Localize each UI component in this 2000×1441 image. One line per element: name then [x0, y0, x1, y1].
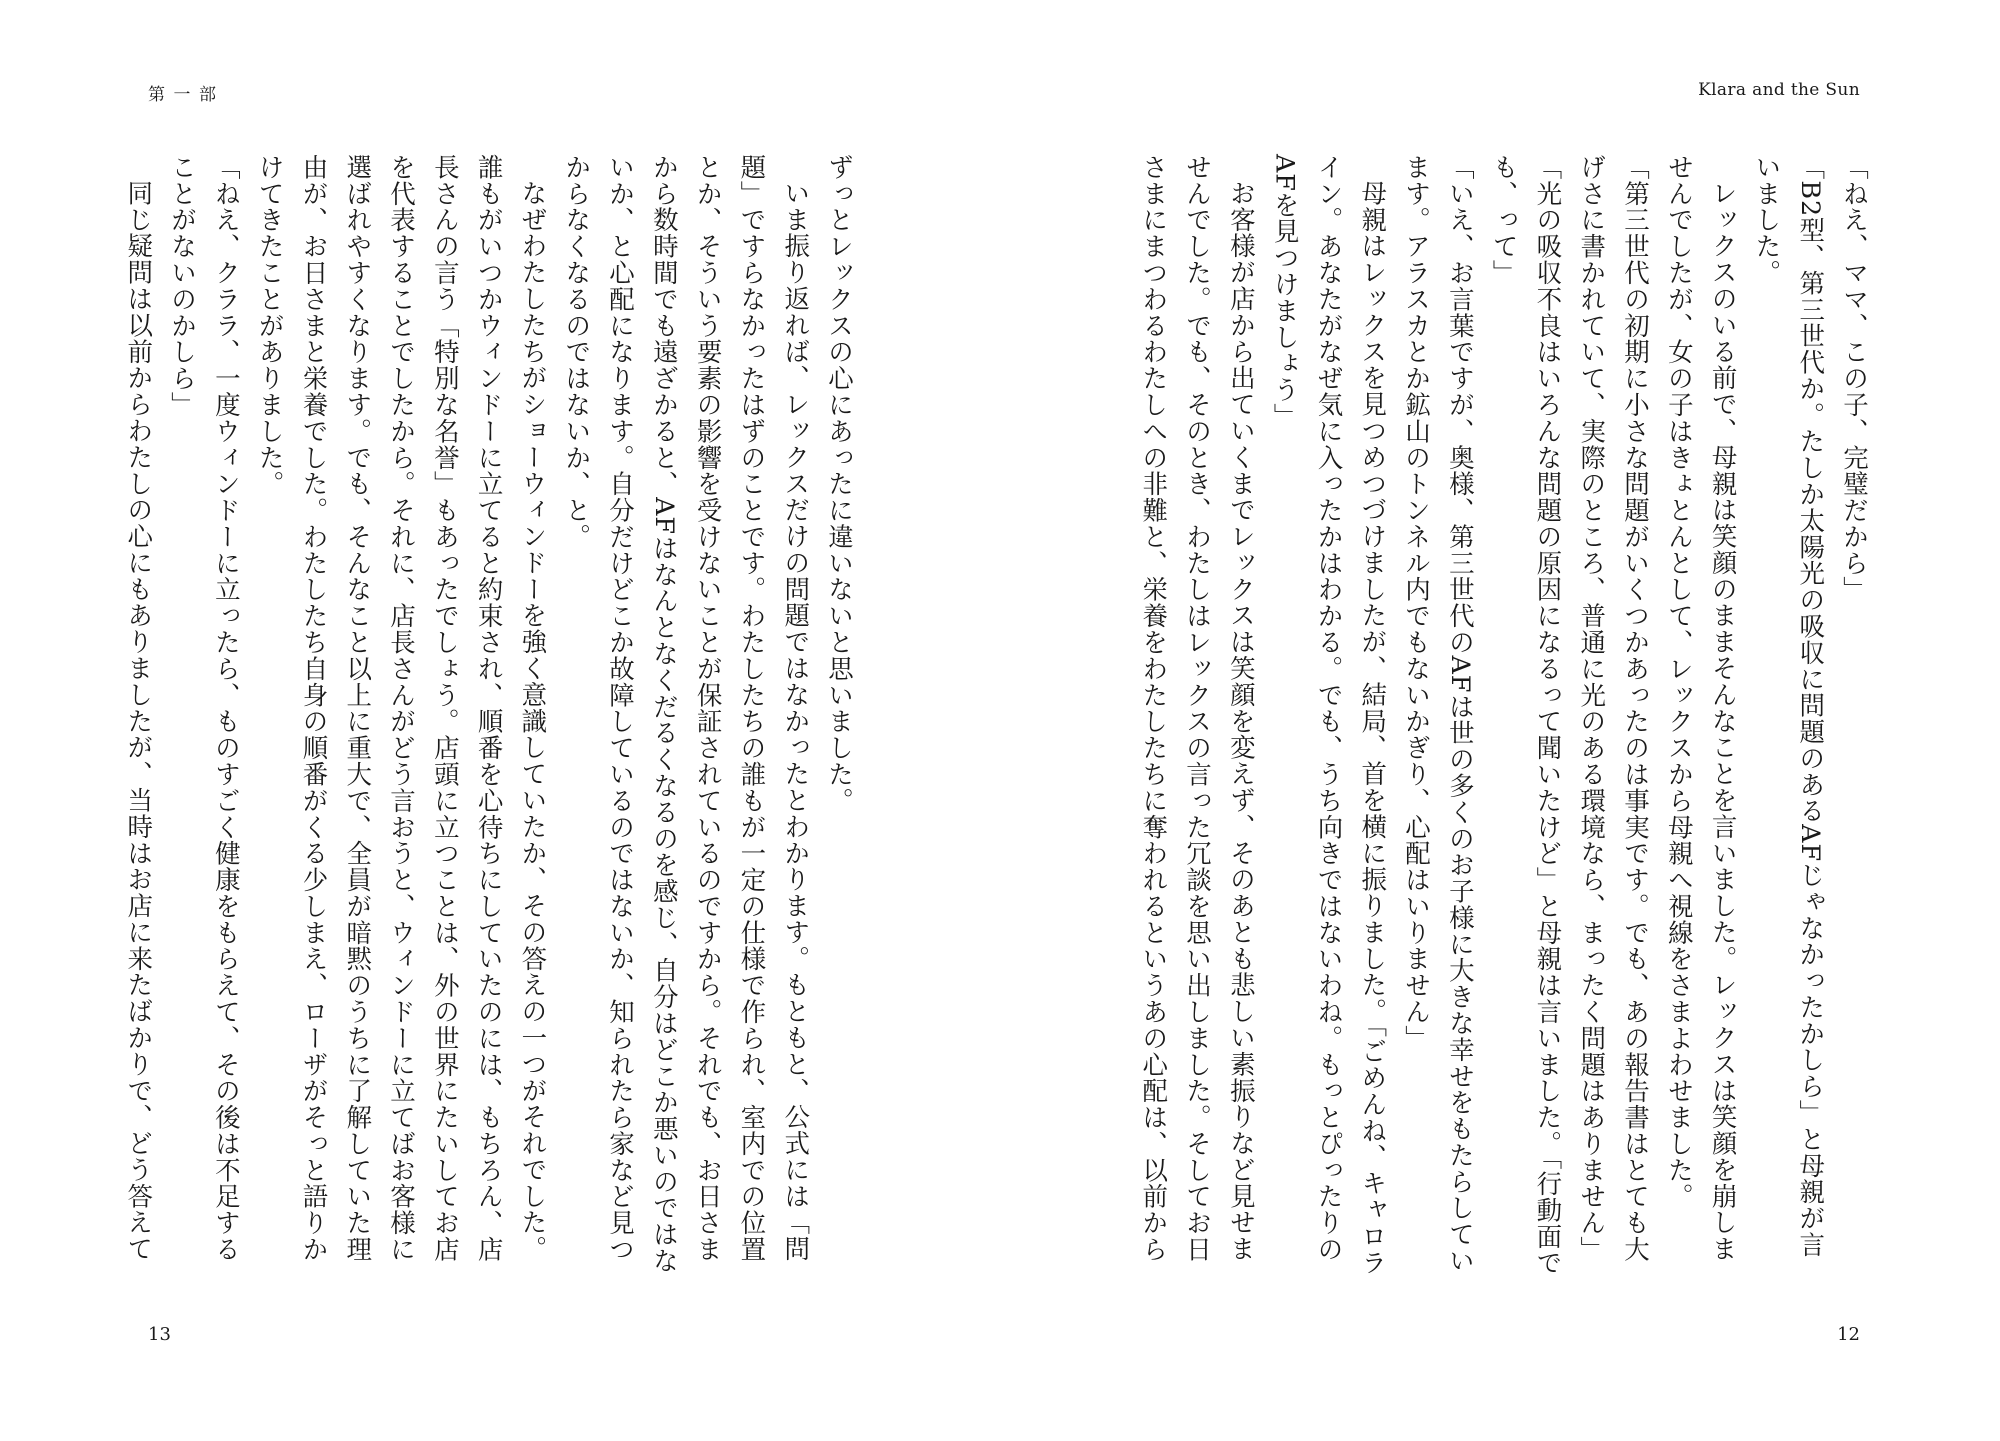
- paragraph: なぜわたしたちがショーウィンドーを強く意識していたか、その答えの一つがそれでした。誰もがいつかウィンドーに立てると約束され、順番を心待ちにしていたのには、もちろん、店長さんの言う「特別な名誉」もあったでしょう。店頭に立つことは、外の世界にたいしてお店を代表することでしたから。それに、店長さんがどう言おうと、ウィンドーに立てばお客様に選ばれやすくなります。でも、そんなこと以上に重大で、全員が暗黙のうちに了解していた理由が、お日さまと栄養でした。わたしたち自身の順番がくる少しまえ、ローザがそっと語りかけてきたことがありました。: [254, 154, 548, 1263]
- paragraph: お客様が店から出ていくまでレックスは笑顔を変えず、そのあとも悲しい素振りなど見せませんでした。でも、そのとき、わたしはレックスの言った冗談を思い出しました。そしてお日さまにまつわるわたしへの非難と、栄養をわたしたちに奪われるというあの心配は、以前から: [1138, 154, 1256, 1263]
- paragraph: 同じ疑問は以前からわたしの心にもありましたが、当時はお店に来たばかりで、どう答えて: [123, 179, 154, 1262]
- running-head-part: 第一部: [148, 85, 225, 105]
- paragraph: 母親はレックスを見つめつづけましたが、結局、首を横に振りました。「ごめんね、キャロライン。あなたがなぜ気に入ったかはわかる。でも、うち向きではないわね。もっとぴったりのAFを見つけましょう」: [1269, 154, 1388, 1276]
- page-number: 13: [148, 1324, 171, 1345]
- running-head-title: Klara and the Sun: [1698, 80, 1860, 100]
- paragraph: レックスのいる前で、母親は笑顔のままそんなことを言いました。レックスは笑顔を崩しませんでしたが、女の子はきょとんとして、レックスから母親へ視線をさまよわせました。: [1663, 154, 1738, 1262]
- right-page-text: [1130, 154, 1875, 1284]
- page-number: 12: [1837, 1324, 1860, 1345]
- paragraph: ずっとレックスの心にあったに違いないと思いました。: [824, 154, 854, 814]
- paragraph: 「光の吸収不良はいろんな問題の原因になるって聞いたけど」と母親は言いました。「行動面でも、って」: [1488, 154, 1563, 1277]
- paragraph: 「いえ、お言葉ですが、奥様、第三世代のAFは世の多くのお子様に大きな幸せをもたらしています。アラスカとか鉱山のトンネル内でもないかぎり、心配はいりません」: [1401, 154, 1475, 1274]
- paragraph: 「ねえ、クララ、一度ウィンドーに立ったら、ものすごく健康をもらえて、その後は不足することがないのかしら」: [167, 154, 241, 1263]
- right-page: [1000, 0, 2000, 1441]
- paragraph: いま振り返れば、レックスだけの問題ではなかったとわかります。もともと、公式には「問題」ですらなかったはずのことです。わたしたちの誰もが一定の仕様で作られ、室内での位置とか、そういう要素の影響を受けないことが保証されているのですから。それでも、お日さまから数時間でも遠ざかると、AFはなんとなくだるくなるのを感じ、自分はどこか悪いのではないか、と心配になります。自分だけどこか故障しているのではないか、知られたら家など見つからなくなるのではないか、と。: [561, 154, 811, 1274]
- paragraph: 「B2型、第三世代か。たしか太陽光の吸収に問題のあるAFじゃなかったかしら」と母親が言いました。: [1751, 154, 1826, 1258]
- paragraph: 「ねえ、ママ、この子、完璧だから」: [1839, 154, 1869, 603]
- left-page-text: [123, 154, 860, 1284]
- paragraph: 「第三世代の初期に小さな問題がいくつかあったのは事実です。でも、あの報告書はとても大げさに書かれていて、実際のところ、普通に光のある環境なら、まったく問題はありません」: [1576, 154, 1651, 1263]
